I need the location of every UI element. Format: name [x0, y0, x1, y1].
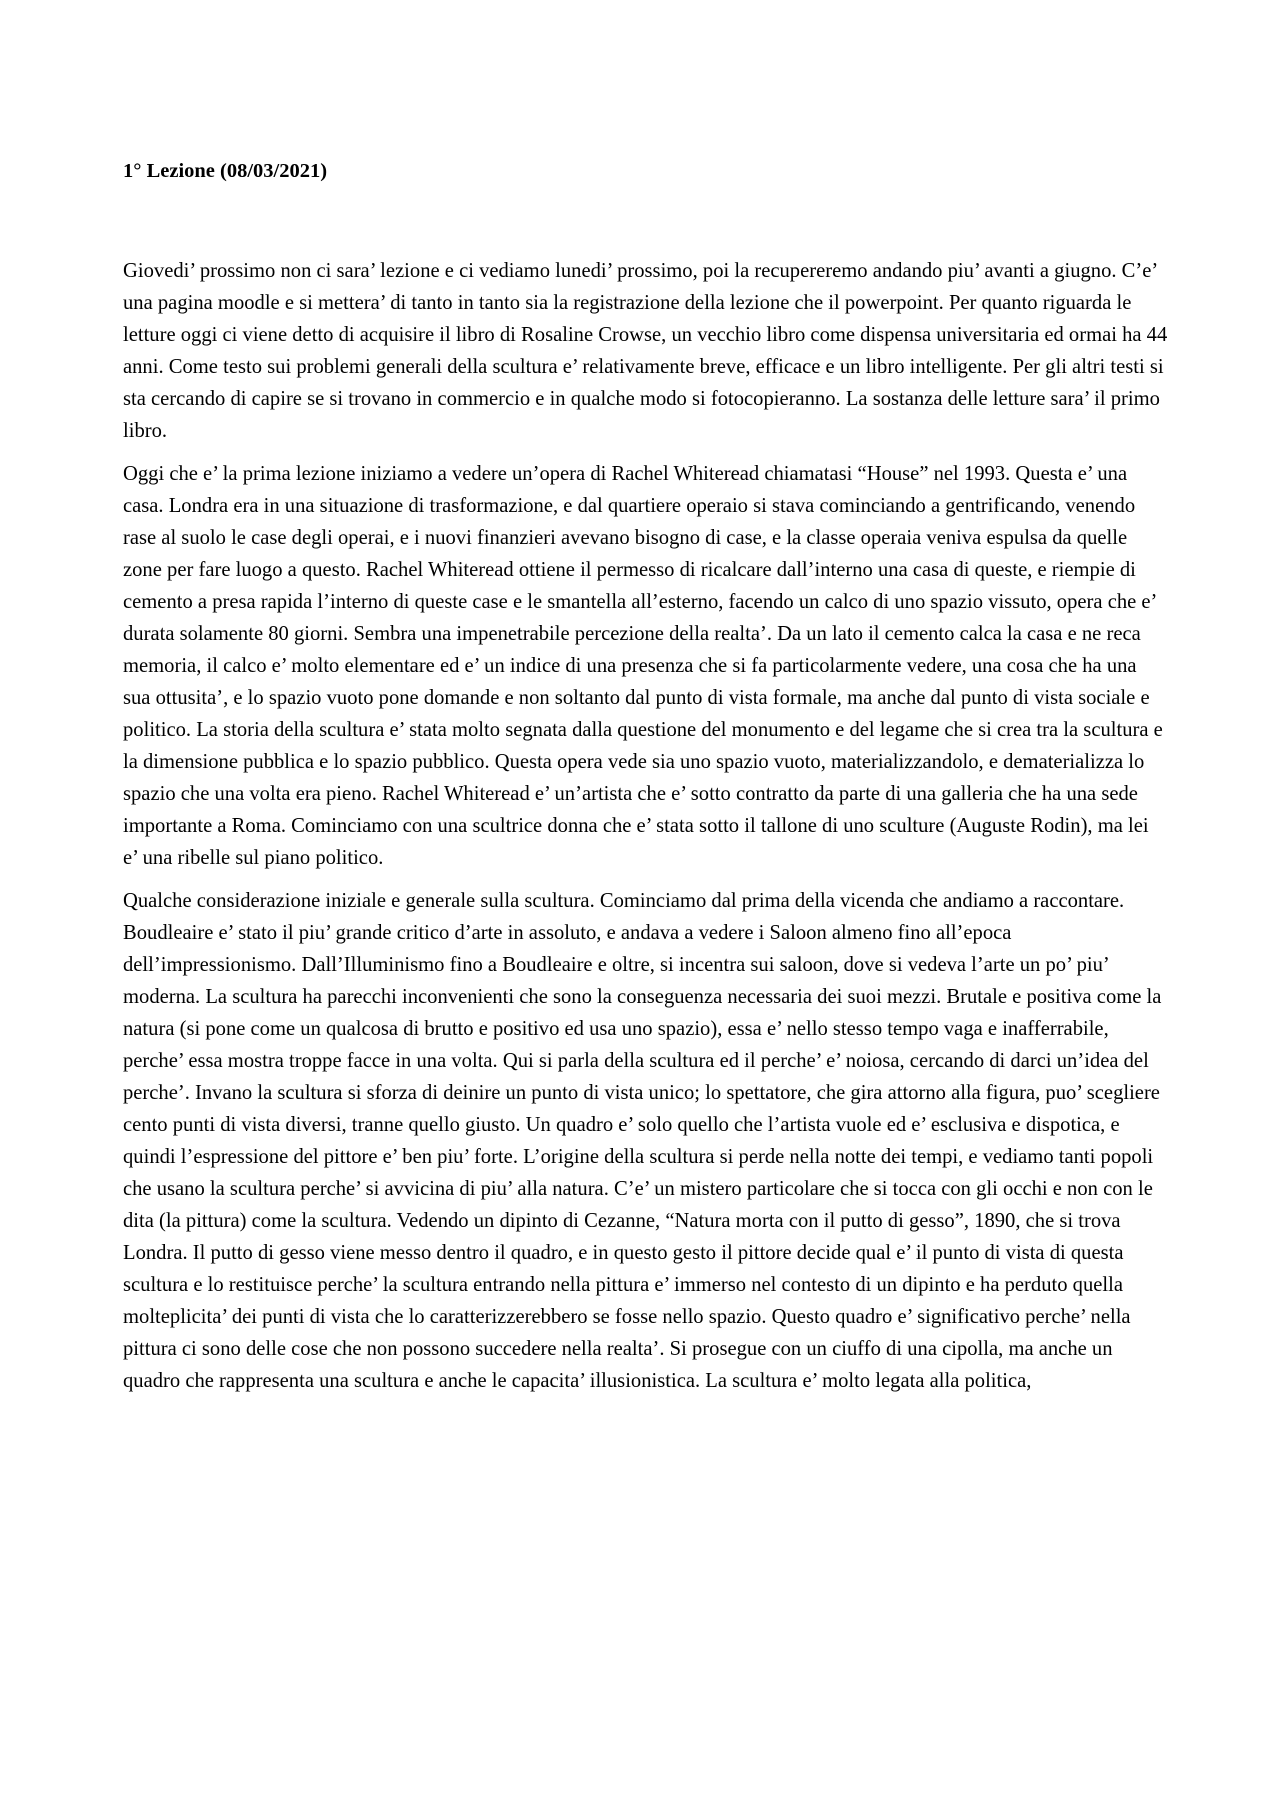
paragraph-whiteread-house: Oggi che e’ la prima lezione iniziamo a vedere un’opera di Rachel Whiteread chiamatasi “House” nel 1993. Questa e’ una casa. Londra era in una situazione di trasformazione, e dal quartiere operaio si stava cominciando a gentrificando, venendo rase al suolo le case degli operai, e i nuovi finanzieri avevano bisogno di case, e la classe operaia veniva espulsa da quelle zone per fare luogo a questo. Rachel Whiteread ottiene il permesso di ricalcare dall’interno una casa di queste, e riempie di cemento a presa rapida l’interno di queste case e le smantella all’esterno, facendo un calco di uno spazio vissuto, opera che e’ durata solamente 80 giorni. Sembra una impenetrabile percezione della realta’. Da un lato il cemento calca la casa e ne reca memoria, il calco e’ molto elementare ed e’ un indice di una presenza che si fa particolarmente vedere, una cosa che ha una sua ottusita’, e lo spazio vuoto pone domande e non soltanto dal punto di vista formale, ma anche dal punto di vista sociale e politico. La storia della scultura e’ stata molto segnata dalla questione del monumento e del legame che si crea tra la scultura e la dimensione pubblica e lo spazio pubblico. Questa opera vede sia uno spazio vuoto, materializzandolo, e dematerializza lo spazio che una volta era pieno. Rachel Whiteread e’ un’artista che e’ sotto contratto da parte di una galleria che ha una sede importante a Roma. Cominciamo con una scultrice donna che e’ stata sotto il tallone di uno sculture (Auguste Rodin), ma lei e’ una ribelle sul piano politico.: [123, 463, 1163, 869]
lesson-heading: 1° Lezione (08/03/2021): [123, 160, 328, 182]
paragraph-sculpture-considerations: Qualche considerazione iniziale e generale sulla scultura. Cominciamo dal prima della vicenda che andiamo a raccontare. Boudleaire e’ stato il piu’ grande critico d’arte in assoluto, e andava a vedere i Saloon almeno fino all’epoca dell’impressionismo. Dall’Illuminismo fino a Boudleaire e oltre, si incentra sui saloon, dove si vedeva l’arte un po’ piu’ moderna. La scultura ha parecchi inconvenienti che sono la conseguenza necessaria dei suoi mezzi. Brutale e positiva come la natura (si pone come un qualcosa di brutto e positivo ed usa uno spazio), essa e’ nello stesso tempo vaga e inafferrabile, perche’ essa mostra troppe facce in una volta. Qui si parla della scultura ed il perche’ e’ noiosa, cercando di darci un’idea del perche’. Invano la scultura si sforza di deinire un punto di vista unico; lo spettatore, che gira attorno alla figura, puo’ scegliere cento punti di vista diversi, tranne quello giusto. Un quadro e’ solo quello che l’artista vuole ed e’ esclusiva e dispotica, e quindi l’espressione del pittore e’ ben piu’ forte. L’origine della scultura si perde nella notte dei tempi, e vediamo tanti popoli che usano la scultura perche’ si avvicina di piu’ alla natura. C’e’ un mistero particolare che si tocca con gli occhi e non con le dita (la pittura) come la scultura. Vedendo un dipinto di Cezanne, “Natura morta con il putto di gesso”, 1890, che si trova Londra. Il putto di gesso viene messo dentro il quadro, e in questo gesto il pittore decide qual e’ il punto di vista di questa scultura e lo restituisce perche’ la scultura entrando nella pittura e’ immerso nel contesto di un dipinto e ha perduto quella molteplicita’ dei punti di vista che lo caratterizzerebbero se fosse nello spazio. Questo quadro e’ significativo perche’ nella pittura ci sono delle cose che non possono succedere nella realta’. Si prosegue con un ciuffo di una cipolla, ma anche un quadro che rappresenta una scultura e anche le capacita’ illusionistica. La scultura e’ molto legata alla politica,: [123, 890, 1162, 1392]
body-text: [123, 255, 1168, 1408]
paragraph-intro: Giovedi’ prossimo non ci sara’ lezione e ci vediamo lunedi’ prossimo, poi la recupereremo andando piu’ avanti a giugno. C’e’ una pagina moodle e si mettera’ di tanto in tanto sia la registrazione della lezione che il powerpoint. Per quanto riguarda le letture oggi ci viene detto di acquisire il libro di Rosaline Crowse, un vecchio libro come dispensa universitaria ed ormai ha 44 anni. Come testo sui problemi generali della scultura e’ relativamente breve, efficace e un libro intelligente. Per gli altri testi si sta cercando di capire se si trovano in commercio e in qualche modo si fotocopieranno. La sostanza delle letture sara’ il primo libro.: [123, 260, 1168, 442]
